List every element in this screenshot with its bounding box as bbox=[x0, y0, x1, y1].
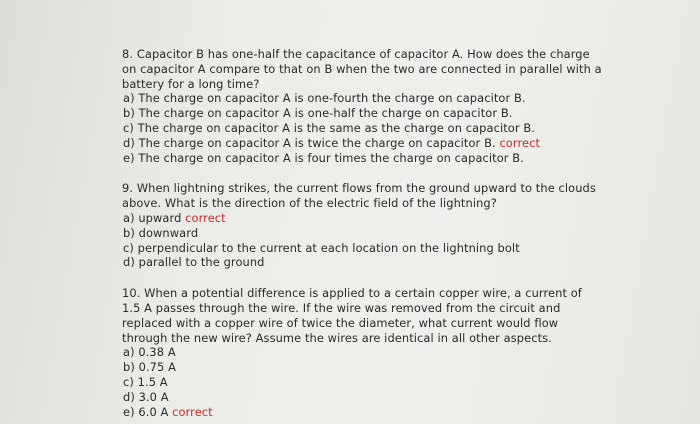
question-number: 9. bbox=[122, 181, 134, 196]
question-9 bbox=[122, 181, 602, 270]
option-letter: c) bbox=[123, 120, 134, 135]
question-prompt bbox=[122, 181, 602, 211]
option-text: perpendicular to the current at each location on the lightning bolt bbox=[137, 240, 520, 255]
option-text: downward bbox=[138, 225, 199, 240]
option-text: 0.38 A bbox=[138, 345, 176, 360]
option-letter: c) bbox=[123, 374, 134, 389]
answer-option-e bbox=[123, 405, 602, 420]
answer-option-a bbox=[123, 211, 602, 226]
answer-option-c bbox=[123, 375, 602, 390]
question-8 bbox=[122, 47, 602, 165]
question-text: Capacitor B has one-half the capacitance of capacitor A. How does the charge on capacitor A compare to that on B when the two are connected in parallel with a battery for a long time? bbox=[122, 47, 602, 91]
answer-options bbox=[122, 345, 602, 419]
question-prompt bbox=[122, 47, 602, 91]
answer-option-d bbox=[123, 136, 602, 151]
option-letter: b) bbox=[123, 225, 135, 240]
option-letter: c) bbox=[123, 240, 134, 255]
answer-options bbox=[122, 91, 602, 165]
option-letter: d) bbox=[123, 255, 135, 270]
question-10 bbox=[122, 286, 602, 419]
question-document bbox=[122, 47, 602, 419]
answer-option-c bbox=[123, 121, 602, 136]
question-prompt bbox=[122, 286, 602, 345]
option-text: The charge on capacitor A is one-fourth the charge on capacitor B. bbox=[138, 91, 526, 106]
option-text: parallel to the ground bbox=[138, 255, 265, 270]
question-text: When lightning strikes, the current flows from the ground upward to the clouds above. What is the direction of the electric field of the lightning? bbox=[122, 181, 596, 211]
option-letter: d) bbox=[123, 135, 135, 150]
answer-options bbox=[122, 211, 602, 270]
correct-tag: correct bbox=[185, 210, 226, 225]
option-letter: a) bbox=[123, 345, 135, 360]
answer-option-d bbox=[123, 255, 602, 270]
option-text: The charge on capacitor A is twice the charge on capacitor B. bbox=[138, 135, 496, 150]
option-text: 0.75 A bbox=[138, 360, 176, 375]
option-text: The charge on capacitor A is one-half the charge on capacitor B. bbox=[138, 106, 513, 121]
option-letter: a) bbox=[123, 91, 135, 106]
option-text: The charge on capacitor A is the same as the charge on capacitor B. bbox=[137, 120, 535, 135]
option-text: The charge on capacitor A is four times the charge on capacitor B. bbox=[138, 150, 524, 165]
answer-option-b bbox=[123, 226, 602, 241]
answer-option-b bbox=[123, 360, 602, 375]
option-letter: e) bbox=[123, 404, 135, 419]
option-text: 3.0 A bbox=[138, 389, 169, 404]
option-text: upward bbox=[138, 210, 182, 225]
option-letter: e) bbox=[123, 150, 135, 165]
answer-option-c bbox=[123, 241, 602, 256]
answer-option-a bbox=[123, 345, 602, 360]
answer-option-a bbox=[123, 91, 602, 106]
option-letter: d) bbox=[123, 389, 135, 404]
option-letter: b) bbox=[123, 106, 135, 121]
answer-option-b bbox=[123, 106, 602, 121]
correct-tag: correct bbox=[499, 135, 541, 150]
correct-tag: correct bbox=[172, 404, 213, 419]
option-text: 6.0 A bbox=[138, 404, 169, 419]
question-text: When a potential difference is applied to a certain copper wire, a current of 1.5 A passes through the wire. If the wire was removed from the circuit and replaced with a copper wire of twice the diameter, what current would flow through the new wire? Assume the wires are identical in all other aspects. bbox=[122, 286, 582, 345]
answer-option-e bbox=[123, 151, 602, 166]
option-letter: b) bbox=[123, 360, 135, 375]
question-number: 10. bbox=[122, 286, 141, 301]
answer-option-d bbox=[123, 390, 602, 405]
question-number: 8. bbox=[122, 47, 134, 61]
option-text: 1.5 A bbox=[137, 374, 168, 389]
option-letter: a) bbox=[123, 210, 135, 225]
